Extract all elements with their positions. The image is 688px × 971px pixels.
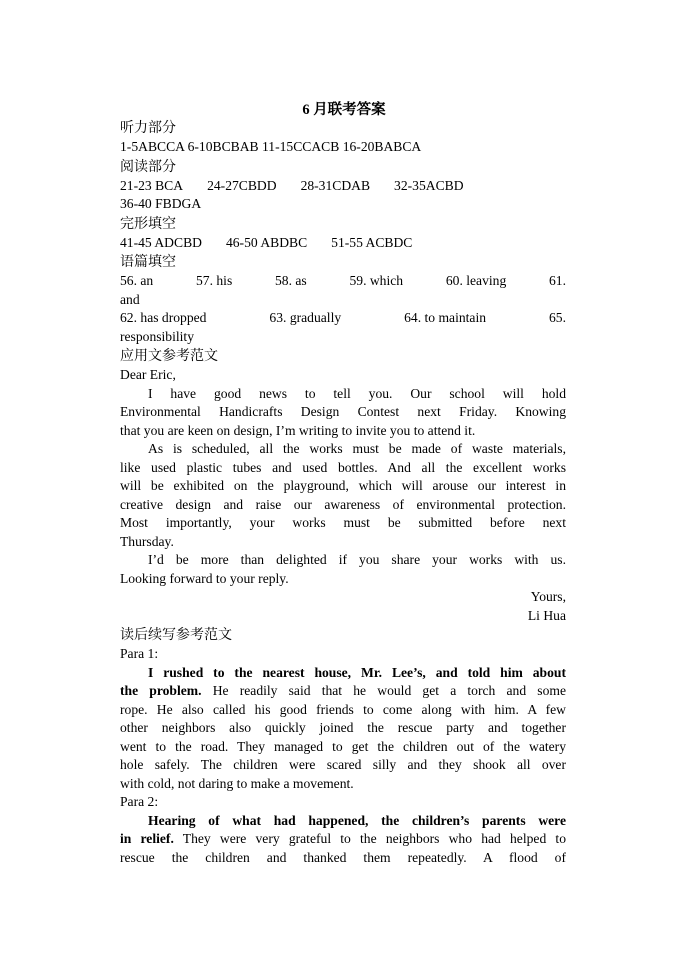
grammar-row-2-wrap: responsibility [120, 328, 195, 344]
para2-line [120, 812, 566, 831]
grammar-answer: 59. which [349, 273, 404, 288]
writing-heading: 应用文参考范文 [120, 348, 218, 364]
grammar-row-1 [120, 272, 566, 291]
listening-heading: 听力部分 [120, 120, 176, 136]
para1-line: with cold, not daring to make a movement. [120, 775, 354, 791]
para1-line: rope. He also called his good friends to come along with him. A few [120, 701, 566, 717]
para2-label: Para 2: [120, 794, 159, 809]
cloze-group: 46-50 ABDBC [225, 234, 308, 250]
para1-line: other neighbors also quickly joined the rescue party and together [120, 720, 566, 735]
reading-group: 32-35ACBD [394, 177, 464, 193]
letter-salutation: Dear Eric, [120, 367, 176, 382]
letter-closing: Yours, [530, 589, 566, 604]
page-title: 6 月联考答案 [302, 102, 386, 118]
letter-line: I have good news to tell you. Our school will hold [148, 385, 566, 401]
grammar-answer: 60. leaving [445, 273, 507, 288]
cloze-heading: 完形填空 [120, 215, 176, 232]
para2-text: They were very grateful to the neighbors who had helped to [173, 831, 566, 846]
para2-bold-opening: Hearing of what had happened, the children’s parents were [148, 812, 566, 828]
continuation-heading: 读后续写参考范文 [120, 627, 232, 643]
letter-line: I’d be more than delighted if you share your works with us. [148, 552, 566, 567]
grammar-heading: 语篇填空 [120, 254, 176, 270]
grammar-answer: 57. his [195, 273, 233, 288]
grammar-answer: 56. an [120, 273, 154, 288]
grammar-answer: 61. [549, 273, 566, 288]
reading-answers-last: 36-40 FBDGA [120, 196, 202, 211]
letter-line: like used plastic tubes and used bottles. And all the excellent works [120, 459, 566, 475]
para2-line [120, 830, 566, 849]
para1-bold-opening: I rushed to the nearest house, Mr. Lee’s, and told him about [148, 664, 566, 680]
letter-line: Thursday. [120, 533, 174, 549]
reading-group: 24-27CBDD [207, 177, 277, 193]
grammar-answer: 65. [549, 310, 566, 325]
para1-label: Para 1: [120, 646, 159, 661]
letter-line: that you are keen on design, I’m writing to invite you to attend it. [120, 422, 476, 438]
letter-line: Environmental Handicrafts Design Contest next Friday. Knowing [120, 404, 566, 419]
reading-heading: 阅读部分 [120, 158, 176, 175]
para1-text: He readily said that he would get a torch and some [201, 683, 566, 698]
para2-bold-ending: in relief. [120, 831, 174, 846]
answer-column [120, 118, 566, 867]
letter-signature: Li Hua [527, 607, 566, 623]
cloze-group: 41-45 ADCBD [120, 234, 202, 250]
letter-line: will be exhibited on the playground, which will arouse our interest in [120, 478, 566, 493]
grammar-row-2 [120, 309, 566, 328]
grammar-answer: 64. to maintain [404, 310, 487, 325]
grammar-answer: 58. as [275, 273, 307, 288]
reading-answers-row [120, 177, 566, 196]
cloze-answers-row [120, 234, 566, 253]
reading-group: 21-23 BCA [120, 177, 184, 193]
listening-answers: 1-5ABCCA 6-10BCBAB 11-15CCACB 16-20BABCA [120, 139, 422, 154]
letter-line: Looking forward to your reply. [120, 570, 289, 586]
para1-line: hole safely. The children were scared silly and they shook all over [120, 757, 566, 772]
cloze-group: 51-55 ACBDC [331, 234, 413, 250]
letter-line: Most importantly, your works must be submitted before next [120, 515, 566, 530]
reading-group: 28-31CDAB [300, 177, 371, 193]
letter-line: creative design and raise our awareness of environmental protection. [120, 496, 566, 512]
para1-line [120, 664, 566, 683]
letter-line: As is scheduled, all the works must be made of waste materials, [148, 441, 566, 456]
para1-line: went to the road. They managed to get the children out of the watery [120, 738, 566, 754]
grammar-answer: 63. gradually [269, 310, 342, 325]
grammar-answer: 62. has dropped [120, 310, 207, 325]
grammar-row-1-wrap: and [120, 291, 140, 307]
para1-bold-ending: the problem. [120, 683, 202, 698]
para2-line: rescue the children and thanked them repeatedly. A flood of [120, 849, 566, 865]
para1-line [120, 682, 566, 701]
